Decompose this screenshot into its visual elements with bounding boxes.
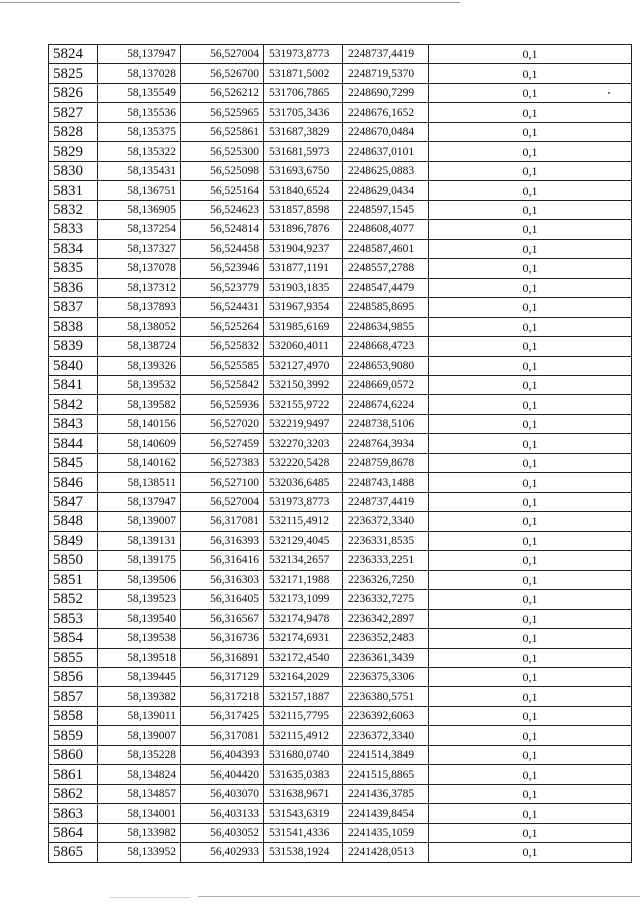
accuracy-cell: 0,1 xyxy=(429,668,632,687)
table-row xyxy=(49,434,632,453)
latitude-cell: 58,137947 xyxy=(98,45,181,64)
longitude-cell: 56,525842 xyxy=(181,375,264,394)
latitude-cell: 58,135375 xyxy=(98,122,181,141)
accuracy-cell: 0,1 xyxy=(429,434,632,453)
longitude-cell: 56,316736 xyxy=(181,629,264,648)
accuracy-cell: 0,1 xyxy=(429,726,632,745)
longitude-cell: 56,525585 xyxy=(181,356,264,375)
accuracy-cell: 0,1 xyxy=(429,687,632,706)
latitude-cell: 58,139518 xyxy=(98,648,181,667)
coord-y-cell: 2248608,4077 xyxy=(343,220,429,239)
coord-y-cell: 2248587,4601 xyxy=(343,239,429,258)
table-row xyxy=(49,161,632,180)
point-number-cell: 5851 xyxy=(49,570,98,589)
latitude-cell: 58,137327 xyxy=(98,239,181,258)
top-border-line xyxy=(0,2,460,3)
point-number-cell: 5855 xyxy=(49,648,98,667)
coord-x-cell: 532219,9497 xyxy=(264,414,343,433)
accuracy-cell: 0,1 xyxy=(429,609,632,628)
coord-y-cell: 2248743,1488 xyxy=(343,473,429,492)
point-number-cell: 5849 xyxy=(49,531,98,550)
coord-y-cell: 2236380,5751 xyxy=(343,687,429,706)
coord-x-cell: 531543,6319 xyxy=(264,804,343,823)
latitude-cell: 58,139175 xyxy=(98,551,181,570)
latitude-cell: 58,134824 xyxy=(98,765,181,784)
coord-x-cell: 531973,8773 xyxy=(264,45,343,64)
longitude-cell: 56,317081 xyxy=(181,726,264,745)
latitude-cell: 58,139326 xyxy=(98,356,181,375)
latitude-cell: 58,133982 xyxy=(98,823,181,842)
longitude-cell: 56,316891 xyxy=(181,648,264,667)
latitude-cell: 58,139532 xyxy=(98,375,181,394)
coord-x-cell: 531687,3829 xyxy=(264,122,343,141)
point-number-cell: 5863 xyxy=(49,804,98,823)
accuracy-cell: 0,1 xyxy=(429,122,632,141)
longitude-cell: 56,402933 xyxy=(181,843,264,862)
latitude-cell: 58,139445 xyxy=(98,668,181,687)
latitude-cell: 58,140162 xyxy=(98,453,181,472)
point-number-cell: 5857 xyxy=(49,687,98,706)
coord-y-cell: 2248634,9855 xyxy=(343,317,429,336)
point-number-cell: 5838 xyxy=(49,317,98,336)
point-number-cell: 5862 xyxy=(49,784,98,803)
table-row xyxy=(49,843,632,862)
longitude-cell: 56,524814 xyxy=(181,220,264,239)
table-row xyxy=(49,687,632,706)
table-row xyxy=(49,64,632,83)
coord-x-cell: 532164,2029 xyxy=(264,668,343,687)
longitude-cell: 56,316303 xyxy=(181,570,264,589)
longitude-cell: 56,317129 xyxy=(181,668,264,687)
accuracy-cell: 0,1 xyxy=(429,823,632,842)
coord-x-cell: 532060,4011 xyxy=(264,337,343,356)
coord-x-cell: 531635,0383 xyxy=(264,765,343,784)
accuracy-cell: 0,1 xyxy=(429,414,632,433)
longitude-cell: 56,317081 xyxy=(181,512,264,531)
latitude-cell: 58,137312 xyxy=(98,278,181,297)
point-number-cell: 5831 xyxy=(49,181,98,200)
table-row xyxy=(49,45,632,64)
latitude-cell: 58,134001 xyxy=(98,804,181,823)
coord-y-cell: 2241428,0513 xyxy=(343,843,429,862)
accuracy-cell: 0,1 xyxy=(429,356,632,375)
longitude-cell: 56,527383 xyxy=(181,453,264,472)
point-number-cell: 5846 xyxy=(49,473,98,492)
latitude-cell: 58,137947 xyxy=(98,492,181,511)
latitude-cell: 58,136751 xyxy=(98,181,181,200)
longitude-cell: 56,525861 xyxy=(181,122,264,141)
latitude-cell: 58,139540 xyxy=(98,609,181,628)
table-row xyxy=(49,317,632,336)
longitude-cell: 56,527004 xyxy=(181,492,264,511)
accuracy-cell: 0,1 xyxy=(429,395,632,414)
accuracy-cell: 0,1 xyxy=(429,161,632,180)
coord-y-cell: 2248719,5370 xyxy=(343,64,429,83)
table-row xyxy=(49,823,632,842)
table-row xyxy=(49,531,632,550)
longitude-cell: 56,525965 xyxy=(181,103,264,122)
point-number-cell: 5834 xyxy=(49,239,98,258)
coord-x-cell: 531985,6169 xyxy=(264,317,343,336)
latitude-cell: 58,138511 xyxy=(98,473,181,492)
coord-x-cell: 531904,9237 xyxy=(264,239,343,258)
longitude-cell: 56,525098 xyxy=(181,161,264,180)
coord-x-cell: 532171,1988 xyxy=(264,570,343,589)
coord-y-cell: 2236392,6063 xyxy=(343,706,429,725)
latitude-cell: 58,139506 xyxy=(98,570,181,589)
bottom-faint-line xyxy=(110,897,190,898)
longitude-cell: 56,403070 xyxy=(181,784,264,803)
latitude-cell: 58,137254 xyxy=(98,220,181,239)
accuracy-cell: 0,1 xyxy=(429,531,632,550)
coord-x-cell: 531857,8598 xyxy=(264,200,343,219)
point-number-cell: 5859 xyxy=(49,726,98,745)
longitude-cell: 56,523946 xyxy=(181,259,264,278)
coord-y-cell: 2241436,3785 xyxy=(343,784,429,803)
longitude-cell: 56,316567 xyxy=(181,609,264,628)
point-number-cell: 5824 xyxy=(49,45,98,64)
accuracy-cell: 0,1 xyxy=(429,629,632,648)
coord-y-cell: 2248764,3934 xyxy=(343,434,429,453)
coord-y-cell: 2236361,3439 xyxy=(343,648,429,667)
coord-x-cell: 532115,4912 xyxy=(264,726,343,745)
accuracy-cell: 0,1 xyxy=(429,492,632,511)
coord-y-cell: 2248653,9080 xyxy=(343,356,429,375)
accuracy-cell: 0,1 xyxy=(429,337,632,356)
table-row xyxy=(49,375,632,394)
table-row xyxy=(49,200,632,219)
coord-y-cell: 2248674,6224 xyxy=(343,395,429,414)
latitude-cell: 58,137893 xyxy=(98,298,181,317)
point-number-cell: 5847 xyxy=(49,492,98,511)
coord-y-cell: 2248637,0101 xyxy=(343,142,429,161)
coord-x-cell: 532134,2657 xyxy=(264,551,343,570)
coord-y-cell: 2248668,4723 xyxy=(343,337,429,356)
accuracy-cell: 0,1 xyxy=(429,83,632,102)
coord-x-cell: 532115,4912 xyxy=(264,512,343,531)
coord-x-cell: 531541,4336 xyxy=(264,823,343,842)
longitude-cell: 56,403052 xyxy=(181,823,264,842)
coord-x-cell: 531705,3436 xyxy=(264,103,343,122)
point-number-cell: 5848 xyxy=(49,512,98,531)
latitude-cell: 58,140156 xyxy=(98,414,181,433)
accuracy-cell: 0,1 xyxy=(429,64,632,83)
accuracy-cell: 0,1 xyxy=(429,142,632,161)
latitude-cell: 58,137078 xyxy=(98,259,181,278)
coord-y-cell: 2241439,8454 xyxy=(343,804,429,823)
coord-x-cell: 531877,1191 xyxy=(264,259,343,278)
point-number-cell: 5835 xyxy=(49,259,98,278)
accuracy-cell: 0,1 xyxy=(429,239,632,258)
longitude-cell: 56,525164 xyxy=(181,181,264,200)
latitude-cell: 58,135536 xyxy=(98,103,181,122)
coord-y-cell: 2241514,3849 xyxy=(343,745,429,764)
table-row xyxy=(49,103,632,122)
coord-y-cell: 2236342,2897 xyxy=(343,609,429,628)
accuracy-cell: 0,1 xyxy=(429,784,632,803)
accuracy-cell: 0,1 xyxy=(429,103,632,122)
latitude-cell: 58,139131 xyxy=(98,531,181,550)
coord-y-cell: 2248676,1652 xyxy=(343,103,429,122)
point-number-cell: 5861 xyxy=(49,765,98,784)
longitude-cell: 56,525936 xyxy=(181,395,264,414)
table-row xyxy=(49,648,632,667)
accuracy-cell: 0,1 xyxy=(429,453,632,472)
table-row xyxy=(49,804,632,823)
accuracy-cell: 0,1 xyxy=(429,220,632,239)
latitude-cell: 58,139582 xyxy=(98,395,181,414)
point-number-cell: 5826 xyxy=(49,83,98,102)
table-row xyxy=(49,784,632,803)
coord-x-cell: 532127,4970 xyxy=(264,356,343,375)
point-number-cell: 5837 xyxy=(49,298,98,317)
point-number-cell: 5852 xyxy=(49,590,98,609)
coord-y-cell: 2241515,8865 xyxy=(343,765,429,784)
accuracy-cell: 0,1 xyxy=(429,375,632,394)
longitude-cell: 56,316393 xyxy=(181,531,264,550)
point-number-cell: 5841 xyxy=(49,375,98,394)
coord-x-cell: 532220,5428 xyxy=(264,453,343,472)
accuracy-cell: 0,1 xyxy=(429,298,632,317)
accuracy-cell: 0,1 xyxy=(429,317,632,336)
longitude-cell: 56,526700 xyxy=(181,64,264,83)
longitude-cell: 56,316405 xyxy=(181,590,264,609)
latitude-cell: 58,138724 xyxy=(98,337,181,356)
latitude-cell: 58,133952 xyxy=(98,843,181,862)
coord-y-cell: 2236372,3340 xyxy=(343,726,429,745)
table-row xyxy=(49,239,632,258)
table-row xyxy=(49,453,632,472)
point-number-cell: 5836 xyxy=(49,278,98,297)
point-number-cell: 5839 xyxy=(49,337,98,356)
table-row xyxy=(49,259,632,278)
point-number-cell: 5833 xyxy=(49,220,98,239)
coord-y-cell: 2248557,2788 xyxy=(343,259,429,278)
coord-x-cell: 531638,9671 xyxy=(264,784,343,803)
coord-y-cell: 2236331,8535 xyxy=(343,531,429,550)
coord-x-cell: 532173,1099 xyxy=(264,590,343,609)
coord-y-cell: 2248669,0572 xyxy=(343,375,429,394)
longitude-cell: 56,404420 xyxy=(181,765,264,784)
accuracy-cell: 0,1 xyxy=(429,512,632,531)
coord-y-cell: 2248690,7299 xyxy=(343,83,429,102)
table-row xyxy=(49,414,632,433)
coord-y-cell: 2248597,1545 xyxy=(343,200,429,219)
coord-x-cell: 532036,6485 xyxy=(264,473,343,492)
accuracy-cell: 0,1 xyxy=(429,706,632,725)
coord-y-cell: 2248629,0434 xyxy=(343,181,429,200)
table-row xyxy=(49,142,632,161)
coord-x-cell: 531693,6750 xyxy=(264,161,343,180)
point-number-cell: 5832 xyxy=(49,200,98,219)
longitude-cell: 56,527459 xyxy=(181,434,264,453)
longitude-cell: 56,523779 xyxy=(181,278,264,297)
longitude-cell: 56,525264 xyxy=(181,317,264,336)
coord-x-cell: 531681,5973 xyxy=(264,142,343,161)
longitude-cell: 56,317425 xyxy=(181,706,264,725)
table-row xyxy=(49,337,632,356)
accuracy-cell: 0,1 xyxy=(429,45,632,64)
accuracy-cell: 0,1 xyxy=(429,259,632,278)
longitude-cell: 56,404393 xyxy=(181,745,264,764)
point-number-cell: 5860 xyxy=(49,745,98,764)
table-row xyxy=(49,609,632,628)
point-number-cell: 5827 xyxy=(49,103,98,122)
latitude-cell: 58,139538 xyxy=(98,629,181,648)
point-number-cell: 5853 xyxy=(49,609,98,628)
accuracy-cell: 0,1 xyxy=(429,843,632,862)
coord-x-cell: 531840,6524 xyxy=(264,181,343,200)
coord-y-cell: 2248737,4419 xyxy=(343,45,429,64)
coord-y-cell: 2236326,7250 xyxy=(343,570,429,589)
accuracy-cell: 0,1 xyxy=(429,200,632,219)
accuracy-cell: 0,1 xyxy=(429,181,632,200)
table-row xyxy=(49,668,632,687)
latitude-cell: 58,139007 xyxy=(98,512,181,531)
coord-y-cell: 2248670,0484 xyxy=(343,122,429,141)
longitude-cell: 56,524623 xyxy=(181,200,264,219)
coord-x-cell: 532157,1887 xyxy=(264,687,343,706)
latitude-cell: 58,135549 xyxy=(98,83,181,102)
accuracy-cell: 0,1 xyxy=(429,804,632,823)
coord-x-cell: 532172,4540 xyxy=(264,648,343,667)
coord-y-cell: 2248759,8678 xyxy=(343,453,429,472)
point-number-cell: 5830 xyxy=(49,161,98,180)
point-number-cell: 5864 xyxy=(49,823,98,842)
longitude-cell: 56,524431 xyxy=(181,298,264,317)
accuracy-cell: 0,1 xyxy=(429,590,632,609)
accuracy-cell: 0,1 xyxy=(429,648,632,667)
point-number-cell: 5843 xyxy=(49,414,98,433)
accuracy-cell: 0,1 xyxy=(429,473,632,492)
accuracy-cell: 0,1 xyxy=(429,551,632,570)
longitude-cell: 56,316416 xyxy=(181,551,264,570)
latitude-cell: 58,135322 xyxy=(98,142,181,161)
point-number-cell: 5854 xyxy=(49,629,98,648)
coord-y-cell: 2241435,1059 xyxy=(343,823,429,842)
point-number-cell: 5858 xyxy=(49,706,98,725)
table-row xyxy=(49,590,632,609)
point-number-cell: 5840 xyxy=(49,356,98,375)
coord-y-cell: 2248547,4479 xyxy=(343,278,429,297)
latitude-cell: 58,139007 xyxy=(98,726,181,745)
latitude-cell: 58,135228 xyxy=(98,745,181,764)
coord-y-cell: 2236333,2251 xyxy=(343,551,429,570)
longitude-cell: 56,317218 xyxy=(181,687,264,706)
coord-y-cell: 2248625,0883 xyxy=(343,161,429,180)
table-row xyxy=(49,473,632,492)
coord-x-cell: 531896,7876 xyxy=(264,220,343,239)
latitude-cell: 58,140609 xyxy=(98,434,181,453)
table-row xyxy=(49,765,632,784)
bottom-border-line xyxy=(198,896,640,897)
table-row xyxy=(49,278,632,297)
coordinates-table xyxy=(48,44,632,863)
table-row xyxy=(49,570,632,589)
point-number-cell: 5844 xyxy=(49,434,98,453)
point-number-cell: 5845 xyxy=(49,453,98,472)
longitude-cell: 56,526212 xyxy=(181,83,264,102)
coord-x-cell: 531680,0740 xyxy=(264,745,343,764)
point-number-cell: 5856 xyxy=(49,668,98,687)
table-row xyxy=(49,706,632,725)
coord-x-cell: 531903,1835 xyxy=(264,278,343,297)
accuracy-cell: 0,1 xyxy=(429,278,632,297)
accuracy-cell: 0,1 xyxy=(429,745,632,764)
table-body xyxy=(49,45,632,863)
coord-x-cell: 532174,6931 xyxy=(264,629,343,648)
point-number-cell: 5828 xyxy=(49,122,98,141)
latitude-cell: 58,139011 xyxy=(98,706,181,725)
coord-y-cell: 2236332,7275 xyxy=(343,590,429,609)
coord-x-cell: 531967,9354 xyxy=(264,298,343,317)
point-number-cell: 5865 xyxy=(49,843,98,862)
coord-x-cell: 532174,9478 xyxy=(264,609,343,628)
coord-x-cell: 532150,3992 xyxy=(264,375,343,394)
coord-y-cell: 2248738,5106 xyxy=(343,414,429,433)
latitude-cell: 58,134857 xyxy=(98,784,181,803)
coord-x-cell: 532129,4045 xyxy=(264,531,343,550)
longitude-cell: 56,527004 xyxy=(181,45,264,64)
longitude-cell: 56,527020 xyxy=(181,414,264,433)
table-row xyxy=(49,83,632,102)
coord-x-cell: 531706,7865 xyxy=(264,83,343,102)
point-number-cell: 5842 xyxy=(49,395,98,414)
point-number-cell: 5850 xyxy=(49,551,98,570)
table-row xyxy=(49,492,632,511)
longitude-cell: 56,525300 xyxy=(181,142,264,161)
coord-x-cell: 532270,3203 xyxy=(264,434,343,453)
table-row xyxy=(49,745,632,764)
table-row xyxy=(49,551,632,570)
latitude-cell: 58,135431 xyxy=(98,161,181,180)
latitude-cell: 58,136905 xyxy=(98,200,181,219)
coord-y-cell: 2236375,3306 xyxy=(343,668,429,687)
table-row xyxy=(49,395,632,414)
table-row xyxy=(49,356,632,375)
coord-x-cell: 532155,9722 xyxy=(264,395,343,414)
longitude-cell: 56,527100 xyxy=(181,473,264,492)
point-number-cell: 5829 xyxy=(49,142,98,161)
table-row xyxy=(49,512,632,531)
coord-x-cell: 532115,7795 xyxy=(264,706,343,725)
table-row xyxy=(49,220,632,239)
accuracy-cell: 0,1 xyxy=(429,765,632,784)
longitude-cell: 56,524458 xyxy=(181,239,264,258)
longitude-cell: 56,403133 xyxy=(181,804,264,823)
table-row xyxy=(49,298,632,317)
coord-x-cell: 531871,5002 xyxy=(264,64,343,83)
coord-y-cell: 2248585,8695 xyxy=(343,298,429,317)
longitude-cell: 56,525832 xyxy=(181,337,264,356)
latitude-cell: 58,139523 xyxy=(98,590,181,609)
accuracy-cell: 0,1 xyxy=(429,570,632,589)
coord-y-cell: 2248737,4419 xyxy=(343,492,429,511)
table-row xyxy=(49,726,632,745)
latitude-cell: 58,137028 xyxy=(98,64,181,83)
coord-y-cell: 2236352,2483 xyxy=(343,629,429,648)
coord-y-cell: 2236372,3340 xyxy=(343,512,429,531)
latitude-cell: 58,139382 xyxy=(98,687,181,706)
point-number-cell: 5825 xyxy=(49,64,98,83)
table-row xyxy=(49,629,632,648)
table-row xyxy=(49,122,632,141)
table-row xyxy=(49,181,632,200)
coord-x-cell: 531973,8773 xyxy=(264,492,343,511)
latitude-cell: 58,138052 xyxy=(98,317,181,336)
coord-x-cell: 531538,1924 xyxy=(264,843,343,862)
